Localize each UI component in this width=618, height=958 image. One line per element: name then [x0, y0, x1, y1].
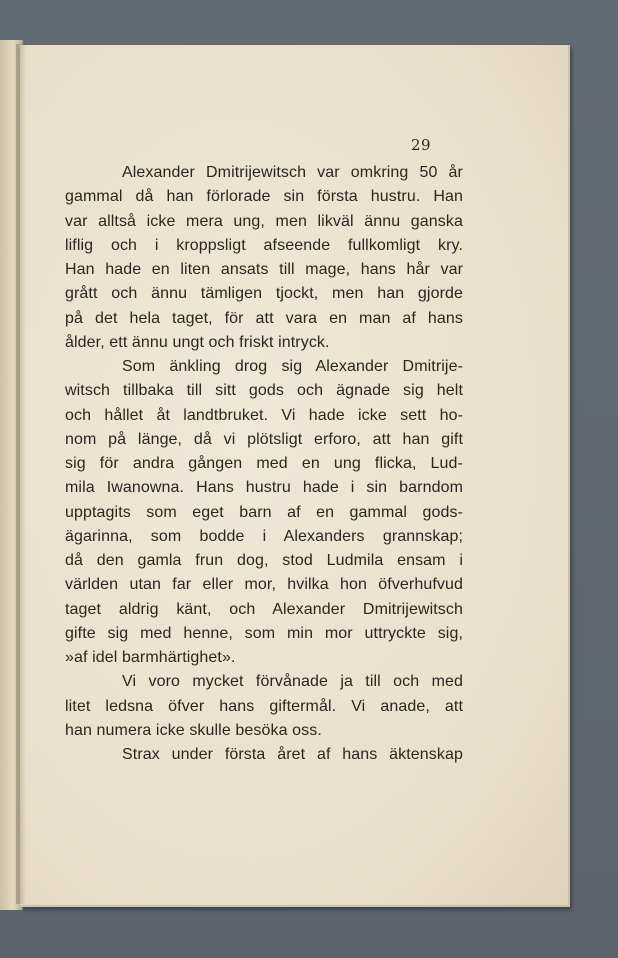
- text-line: upptagits som eget barn af en gammal gods-: [65, 503, 463, 521]
- text-line: mila Iwanowna. Hans hustru hade i sin barndom: [65, 479, 463, 497]
- text-line: gifte sig med henne, som min mor uttryckte sig,: [65, 624, 463, 642]
- text-line: taget aldrig känt, och Alexander Dmitrijewitsch: [65, 600, 463, 618]
- page-number: 29: [411, 136, 432, 154]
- text-line: Han hade en liten ansats till mage, hans hår var: [65, 261, 463, 278]
- text-line: grått och ännu tämligen tjockt, men han gjorde: [65, 285, 463, 303]
- text-line: och hållet åt landtbruket. Vi hade icke sett ho-: [65, 406, 463, 424]
- text-line: då den gamla frun dog, stod Ludmila ensam i: [65, 552, 463, 569]
- text-line: nom på länge, då vi plötsligt erforo, att han gift: [65, 430, 463, 448]
- text-line: på det hela taget, för att vara en man af hans: [65, 309, 463, 327]
- book-page: [20, 45, 570, 907]
- text-line: witsch tillbaka till sitt gods och ägnade sig helt: [65, 382, 463, 400]
- text-line: han numera icke skulle besöka oss.: [65, 721, 322, 739]
- text-line: världen utan far eller mor, hvilka hon öfverhufvud: [65, 576, 463, 594]
- text-line: Vi voro mycket förvånade ja till och med: [122, 673, 463, 691]
- gutter-shadow: [16, 44, 26, 904]
- text-line: liflig och i kroppsligt afseende fullkomligt kry.: [65, 236, 463, 254]
- text-line: gammal då han förlorade sin första hustru. Han: [65, 188, 463, 206]
- body-text: [65, 161, 463, 767]
- text-line: Alexander Dmitrijewitsch var omkring 50 år: [122, 164, 463, 181]
- text-line: ägarinna, som bodde i Alexanders grannskap;: [65, 527, 463, 545]
- text-line: litet ledsna öfver hans giftermål. Vi anade, att: [65, 697, 463, 715]
- text-line: Som änkling drog sig Alexander Dmitrije-: [122, 358, 463, 375]
- text-line: ålder, ett ännu ungt och friskt intryck.: [65, 333, 330, 351]
- text-line: Strax under första året af hans äktenskap: [122, 746, 463, 763]
- text-line: var alltså icke mera ung, men likväl ännu ganska: [65, 212, 463, 230]
- text-line: sig för andra gången med en ung flicka, Lud-: [65, 455, 463, 472]
- text-line: »af idel barmhärtighet».: [65, 649, 236, 666]
